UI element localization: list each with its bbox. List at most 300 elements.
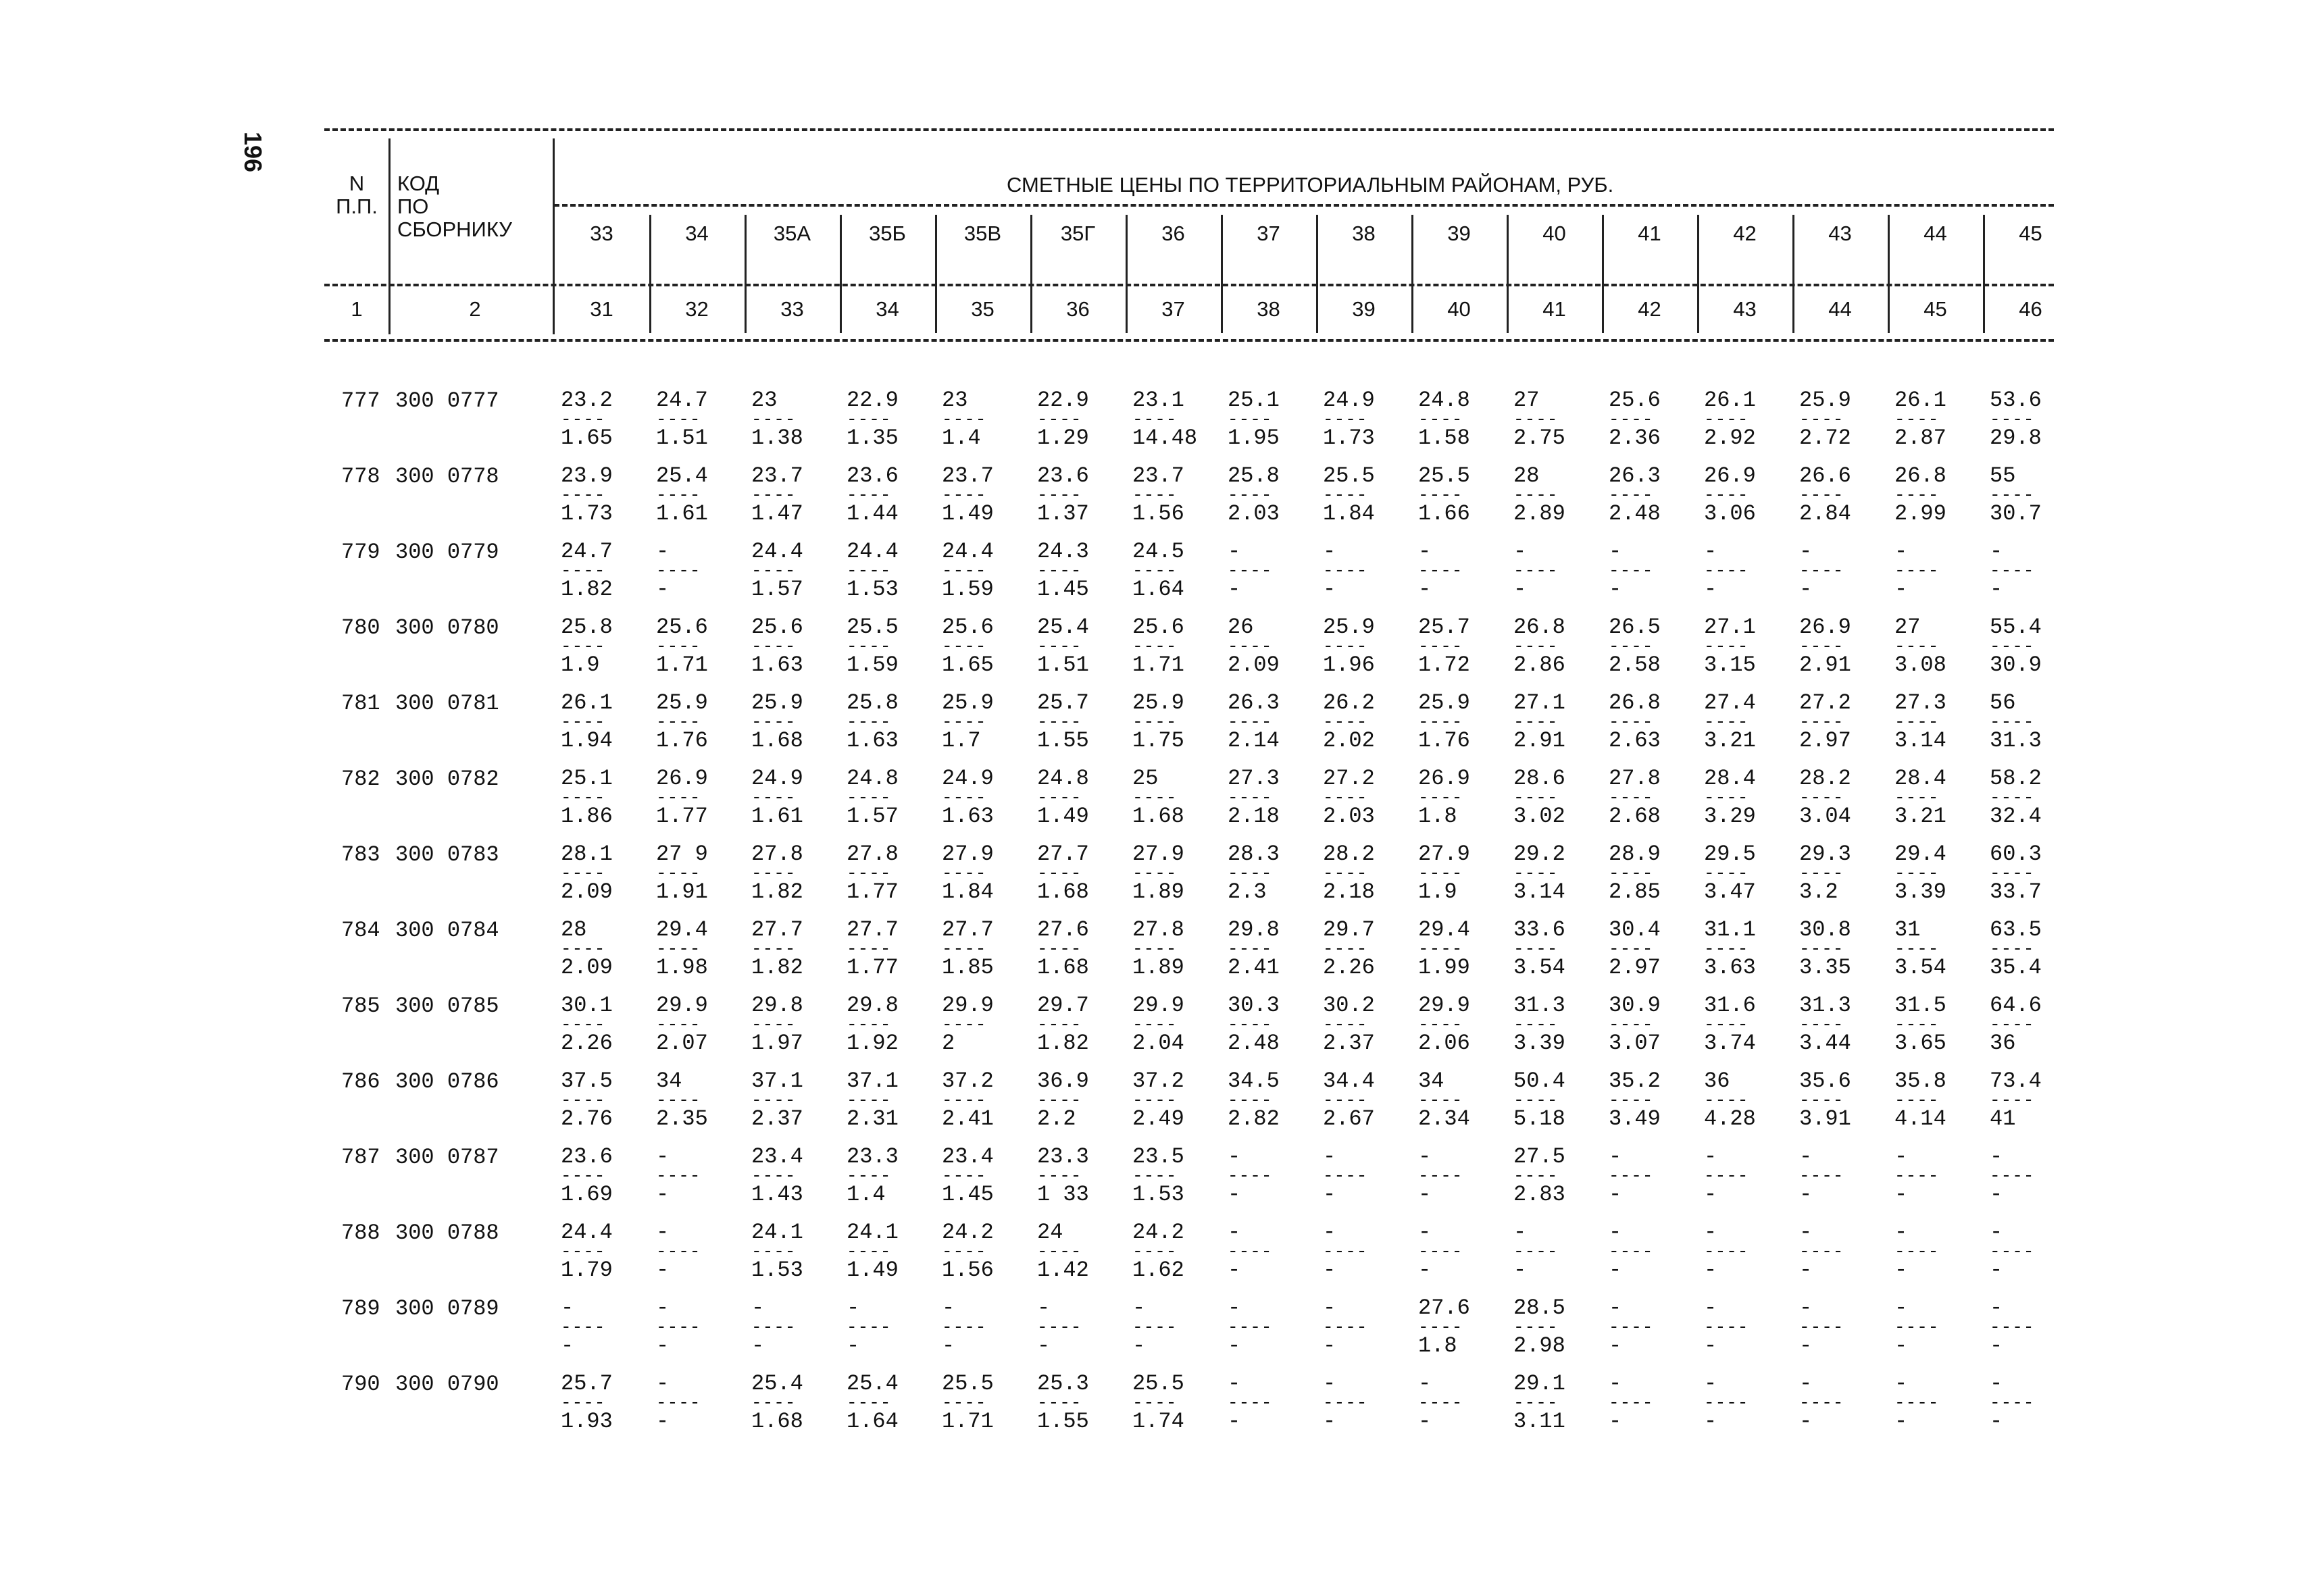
header-column-number-9: 38 (1257, 297, 1280, 321)
wage-price: 2.26 (561, 1031, 613, 1056)
wage-price: 14.48 (1132, 426, 1198, 451)
estimate-price: 24.9 (942, 766, 994, 791)
wage-price: 1.95 (1228, 426, 1280, 451)
estimate-price: 37.1 (751, 1069, 803, 1093)
estimate-price: 23.6 (561, 1144, 613, 1169)
estimate-price: 25.9 (1323, 615, 1375, 640)
price-cell (1990, 994, 2071, 1056)
price-cell (561, 1372, 642, 1434)
estimate-price: - (1609, 1371, 1622, 1396)
fraction-bar: ---- (1894, 1169, 1940, 1183)
fraction-bar: ---- (561, 867, 606, 880)
fraction-bar: ---- (751, 1396, 797, 1410)
estimate-price: 28.5 (1513, 1295, 1565, 1320)
header-region-12: 42 (1733, 222, 1757, 245)
fraction-bar: ---- (1704, 942, 1749, 956)
price-cell (751, 918, 832, 980)
estimate-price: 24.4 (942, 539, 994, 564)
fraction-bar: ---- (751, 1320, 797, 1334)
estimate-price: - (1990, 539, 2003, 564)
wage-price: 30.9 (1990, 652, 2042, 677)
price-cell (1799, 615, 1880, 677)
estimate-price: 63.5 (1990, 917, 2042, 942)
wage-price: 2.26 (1323, 955, 1375, 980)
wage-price: 1.9 (561, 652, 600, 677)
price-cell (1513, 615, 1594, 677)
wage-price: 1.75 (1132, 728, 1184, 753)
fraction-bar: ---- (1037, 413, 1082, 426)
price-cell (1228, 1069, 1309, 1131)
estimate-price: 26.9 (1799, 615, 1851, 640)
estimate-price: 27.9 (1132, 842, 1184, 867)
estimate-price: 27.7 (1037, 842, 1089, 867)
fraction-bar: ---- (1323, 942, 1368, 956)
header-num-label: N П.П. (336, 172, 378, 218)
estimate-price: 25.6 (656, 615, 708, 640)
fraction-bar: ---- (1132, 564, 1178, 577)
price-cell (1228, 1372, 1309, 1434)
wage-price: 1.68 (1037, 879, 1089, 904)
wage-price: - (1799, 1182, 1813, 1207)
fraction-bar: ---- (1609, 942, 1654, 956)
fraction-bar: ---- (1418, 942, 1463, 956)
estimate-price: 25.9 (1132, 690, 1184, 715)
fraction-bar: ---- (1799, 1093, 1844, 1107)
fraction-bar: ---- (942, 1245, 987, 1258)
estimate-price: 25.9 (751, 690, 803, 715)
wage-price: 1.4 (942, 426, 981, 451)
wage-price: - (656, 1409, 670, 1434)
wage-price: - (1704, 577, 1717, 602)
estimate-price: 27.7 (847, 917, 899, 942)
fraction-bar: ---- (1609, 1320, 1654, 1334)
estimate-price: 28.4 (1704, 766, 1756, 791)
wage-price: 2.85 (1609, 879, 1661, 904)
wage-price: 2.98 (1513, 1333, 1565, 1358)
fraction-bar: ---- (1894, 640, 1940, 653)
table-row (324, 842, 2081, 918)
estimate-price: 24.1 (751, 1220, 803, 1245)
price-cell (1894, 615, 1976, 677)
price-cell (1513, 1069, 1594, 1131)
wage-price: 2.76 (561, 1106, 613, 1131)
estimate-price: 24.2 (942, 1220, 994, 1245)
wage-price: 1.61 (751, 804, 803, 829)
fraction-bar: ---- (1990, 564, 2035, 577)
header-region-7: 37 (1257, 222, 1280, 245)
wage-price: 33.7 (1990, 879, 2042, 904)
fraction-bar: ---- (1132, 1093, 1178, 1107)
wage-price: 2.3 (1228, 879, 1267, 904)
estimate-price: 27.4 (1704, 690, 1756, 715)
table-row (324, 691, 2081, 767)
wage-price: - (1418, 1258, 1432, 1283)
estimate-price: 27.8 (1609, 766, 1661, 791)
price-cell (656, 540, 737, 602)
row-number: 785 (341, 994, 380, 1019)
estimate-price: 27.3 (1894, 690, 1946, 715)
wage-price: 3.21 (1704, 728, 1756, 753)
estimate-price: 28.3 (1228, 842, 1280, 867)
estimate-price: 26.9 (1418, 766, 1470, 791)
wage-price: - (1323, 1409, 1336, 1434)
fraction-bar: ---- (1609, 1093, 1654, 1107)
price-cell (942, 615, 1023, 677)
wage-price: 1.8 (1418, 804, 1457, 829)
price-cell (1609, 464, 1690, 526)
wage-price: - (1609, 1409, 1622, 1434)
wage-price: 2.89 (1513, 501, 1565, 526)
wage-price: 1.44 (847, 501, 899, 526)
estimate-price: 22.9 (1037, 388, 1089, 413)
estimate-price: 26.6 (1799, 463, 1851, 488)
fraction-bar: ---- (1513, 791, 1559, 804)
row-number: 780 (341, 615, 380, 640)
price-cell (1609, 1296, 1690, 1358)
price-cell (1894, 1372, 1976, 1434)
estimate-price: 25.7 (1037, 690, 1089, 715)
price-cell (656, 1145, 737, 1207)
header-column-number-14: 43 (1733, 297, 1757, 321)
fraction-bar: ---- (1132, 715, 1178, 729)
wage-price: 1.99 (1418, 955, 1470, 980)
estimate-price: - (561, 1295, 574, 1320)
price-cell (1799, 388, 1880, 451)
price-cell (751, 464, 832, 526)
estimate-price: 24.7 (561, 539, 613, 564)
fraction-bar: ---- (1704, 1169, 1749, 1183)
fraction-bar: ---- (751, 791, 797, 804)
fraction-bar: ---- (847, 1018, 892, 1031)
fraction-bar: ---- (1704, 413, 1749, 426)
estimate-price: 23.9 (561, 463, 613, 488)
estimate-price: - (1418, 1220, 1432, 1245)
table-row (324, 540, 2081, 615)
wage-price: 1.94 (561, 728, 613, 753)
fraction-bar: ---- (656, 1396, 701, 1410)
price-cell (1799, 767, 1880, 829)
price-cell (1609, 767, 1690, 829)
wage-price: 1.77 (656, 804, 708, 829)
wage-price: 3.63 (1704, 955, 1756, 980)
estimate-price: 27.8 (1132, 917, 1184, 942)
price-cell (1323, 1220, 1404, 1283)
fraction-bar: ---- (1323, 1320, 1368, 1334)
fraction-bar: ---- (847, 413, 892, 426)
estimate-price: 26.9 (1704, 463, 1756, 488)
estimate-price: - (847, 1295, 860, 1320)
estimate-price: 31.3 (1799, 993, 1851, 1018)
row-code: 300 0779 (395, 540, 499, 565)
header-region-4: 35В (963, 222, 1002, 245)
estimate-price: 24.5 (1132, 539, 1184, 564)
estimate-price: 23.3 (1037, 1144, 1089, 1169)
wage-price: 1.68 (1037, 955, 1089, 980)
estimate-price: 25.5 (942, 1371, 994, 1396)
price-cell (1228, 994, 1309, 1056)
estimate-price: 28.2 (1323, 842, 1375, 867)
estimate-price: 29.9 (1132, 993, 1184, 1018)
estimate-price: 24.1 (847, 1220, 899, 1245)
price-cell (1513, 918, 1594, 980)
estimate-price: 25.8 (1228, 463, 1280, 488)
price-cell (1323, 918, 1404, 980)
fraction-bar: ---- (847, 715, 892, 729)
estimate-price: - (1228, 539, 1241, 564)
fraction-bar: ---- (656, 1018, 701, 1031)
price-cell (1990, 1069, 2071, 1131)
price-cell (847, 615, 928, 677)
fraction-bar: ---- (1513, 1245, 1559, 1258)
row-code: 300 0777 (395, 388, 499, 413)
fraction-bar: ---- (656, 942, 701, 956)
estimate-price: 27.9 (1418, 842, 1470, 867)
fraction-bar: ---- (1799, 1396, 1844, 1410)
fraction-bar: ---- (1513, 564, 1559, 577)
header-region-13: 43 (1828, 222, 1852, 245)
fraction-bar: ---- (1894, 1018, 1940, 1031)
fraction-bar: ---- (942, 791, 987, 804)
price-cell (561, 1220, 642, 1283)
price-cell (1513, 540, 1594, 602)
header-code-label: КОД ПО СБОРНИКУ (397, 172, 512, 241)
wage-price: - (1418, 577, 1432, 602)
wage-price: - (1894, 1409, 1908, 1434)
row-number: 782 (341, 767, 380, 792)
fraction-bar: ---- (1704, 640, 1749, 653)
wage-price: 1.79 (561, 1258, 613, 1283)
fraction-bar: ---- (1990, 1018, 2035, 1031)
fraction-bar: ---- (1037, 1169, 1082, 1183)
fraction-bar: ---- (751, 640, 797, 653)
wage-price: 2.36 (1609, 426, 1661, 451)
fraction-bar: ---- (656, 564, 701, 577)
wage-price: 1.42 (1037, 1258, 1089, 1283)
table-row (324, 1145, 2081, 1220)
price-cell (1228, 1296, 1309, 1358)
estimate-price: 60.3 (1990, 842, 2042, 867)
fraction-bar: ---- (1990, 1396, 2035, 1410)
estimate-price: 26.8 (1894, 463, 1946, 488)
estimate-price: - (1418, 539, 1432, 564)
price-cell (1132, 388, 1213, 451)
estimate-price: 24.8 (1418, 388, 1470, 413)
price-cell (1799, 842, 1880, 904)
price-cell (1037, 767, 1118, 829)
estimate-price: 24.2 (1132, 1220, 1184, 1245)
price-cell (1228, 842, 1309, 904)
estimate-price: 23.7 (1132, 463, 1184, 488)
estimate-price: - (1323, 539, 1336, 564)
price-cell (1418, 691, 1499, 753)
wage-price: 2.84 (1799, 501, 1851, 526)
price-cell (1513, 1372, 1594, 1434)
row-number: 790 (341, 1372, 380, 1397)
estimate-price: - (1513, 1220, 1527, 1245)
header-column-number-1: 2 (469, 297, 481, 321)
wage-price: 2.83 (1513, 1182, 1565, 1207)
header-column-number-15: 44 (1828, 297, 1852, 321)
estimate-price: 25.3 (1037, 1371, 1089, 1396)
price-cell (1894, 767, 1976, 829)
row-code: 300 0782 (395, 767, 499, 792)
wage-price: 1.68 (751, 1409, 803, 1434)
wage-price: 1.77 (847, 879, 899, 904)
fraction-bar: ---- (1609, 715, 1654, 729)
estimate-price: 25.7 (1418, 615, 1470, 640)
estimate-price: - (1037, 1295, 1051, 1320)
fraction-bar: ---- (1037, 867, 1082, 880)
fraction-bar: ---- (1037, 488, 1082, 502)
price-cell (1799, 1069, 1880, 1131)
wage-price: - (1609, 1258, 1622, 1283)
fraction-bar: ---- (656, 1169, 701, 1183)
fraction-bar: ---- (1228, 1245, 1273, 1258)
estimate-price: 29.1 (1513, 1371, 1565, 1396)
estimate-price: - (1894, 1144, 1908, 1169)
price-cell (1704, 1145, 1785, 1207)
wage-price: 1.53 (847, 577, 899, 602)
price-cell (1704, 994, 1785, 1056)
wage-price: - (1704, 1258, 1717, 1283)
price-cell (656, 1220, 737, 1283)
estimate-price: - (1323, 1144, 1336, 1169)
fraction-bar: ---- (1704, 715, 1749, 729)
fraction-bar: ---- (561, 413, 606, 426)
fraction-bar: ---- (942, 1018, 987, 1031)
fraction-bar: ---- (751, 942, 797, 956)
price-cell (656, 1372, 737, 1434)
estimate-price: - (656, 1220, 670, 1245)
fraction-bar: ---- (942, 867, 987, 880)
row-code: 300 0785 (395, 994, 499, 1019)
wage-price: 1.58 (1418, 426, 1470, 451)
price-cell (847, 1145, 928, 1207)
wage-price: 1.56 (1132, 501, 1184, 526)
estimate-price: 23 (751, 388, 778, 413)
fraction-bar: ---- (561, 942, 606, 956)
estimate-price: - (1609, 1144, 1622, 1169)
fraction-bar: ---- (1418, 1018, 1463, 1031)
price-cell (1513, 1296, 1594, 1358)
price-cell (656, 1069, 737, 1131)
estimate-price: - (942, 1295, 955, 1320)
fraction-bar: ---- (1323, 1018, 1368, 1031)
wage-price: - (1513, 577, 1527, 602)
price-cell (1132, 691, 1213, 753)
price-cell (1418, 1145, 1499, 1207)
wage-price: 3.08 (1894, 652, 1946, 677)
estimate-price: 25.1 (1228, 388, 1280, 413)
table-row (324, 388, 2081, 464)
fraction-bar: ---- (1418, 1396, 1463, 1410)
price-cell (1990, 540, 2071, 602)
page-number: 196 (239, 132, 267, 173)
wage-price: 2.82 (1228, 1106, 1280, 1131)
header-region-15: 45 (2019, 222, 2042, 245)
wage-price: 2.18 (1323, 879, 1375, 904)
price-cell (1513, 464, 1594, 526)
fraction-bar: ---- (1228, 791, 1273, 804)
row-code: 300 0788 (395, 1220, 499, 1245)
fraction-bar: ---- (1418, 564, 1463, 577)
estimate-price: 29.4 (1894, 842, 1946, 867)
estimate-price: 33.6 (1513, 917, 1565, 942)
price-cell (1609, 691, 1690, 753)
header-column-number-2: 31 (590, 297, 613, 321)
price-cell (1132, 767, 1213, 829)
price-cell (561, 540, 642, 602)
estimate-price: - (1894, 1371, 1908, 1396)
estimate-price: 23 (942, 388, 968, 413)
row-number: 784 (341, 918, 380, 943)
price-cell (1609, 1220, 1690, 1283)
estimate-price: 30.1 (561, 993, 613, 1018)
wage-price: 1.68 (751, 728, 803, 753)
estimate-price: - (1132, 1295, 1146, 1320)
wage-price: 1.82 (1037, 1031, 1089, 1056)
wage-price: 3.39 (1894, 879, 1946, 904)
estimate-price: 23.6 (1037, 463, 1089, 488)
wage-price: 1.91 (656, 879, 708, 904)
fraction-bar: ---- (656, 791, 701, 804)
price-cell (1799, 994, 1880, 1056)
fraction-bar: ---- (1513, 715, 1559, 729)
price-cell (942, 1296, 1023, 1358)
fraction-bar: ---- (561, 1018, 606, 1031)
fraction-bar: ---- (1894, 867, 1940, 880)
header-region-14: 44 (1923, 222, 1947, 245)
wage-price: 3.54 (1894, 955, 1946, 980)
estimate-price: 24.3 (1037, 539, 1089, 564)
estimate-price: - (1990, 1295, 2003, 1320)
estimate-price: 24.9 (1323, 388, 1375, 413)
wage-price: 2.06 (1418, 1031, 1470, 1056)
wage-price: 32.4 (1990, 804, 2042, 829)
wage-price: 1.65 (942, 652, 994, 677)
wage-price: 1.7 (942, 728, 981, 753)
price-cell (1418, 994, 1499, 1056)
row-number: 781 (341, 691, 380, 716)
fraction-bar: ---- (561, 1396, 606, 1410)
wage-price: - (1894, 577, 1908, 602)
fraction-bar: ---- (942, 942, 987, 956)
wage-price: 1.64 (847, 1409, 899, 1434)
estimate-price: 64.6 (1990, 993, 2042, 1018)
table-row (324, 1372, 2081, 1447)
wage-price: 1.59 (847, 652, 899, 677)
estimate-price: - (751, 1295, 765, 1320)
estimate-price: 26.3 (1609, 463, 1661, 488)
estimate-price: 23.6 (847, 463, 899, 488)
fraction-bar: ---- (1037, 715, 1082, 729)
wage-price: 1.72 (1418, 652, 1470, 677)
fraction-bar: ---- (1799, 715, 1844, 729)
estimate-price: 31 (1894, 917, 1921, 942)
estimate-price: - (1990, 1220, 2003, 1245)
wage-price: - (1323, 577, 1336, 602)
fraction-bar: ---- (847, 1396, 892, 1410)
fraction-bar: ---- (1704, 564, 1749, 577)
wage-price: 2.35 (656, 1106, 708, 1131)
estimate-price: 25.6 (1609, 388, 1661, 413)
header-region-11: 41 (1638, 222, 1661, 245)
wage-price: 1.35 (847, 426, 899, 451)
table-row (324, 1069, 2081, 1145)
estimate-price: - (1323, 1295, 1336, 1320)
estimate-price: 26.1 (1704, 388, 1756, 413)
wage-price: 1.71 (1132, 652, 1184, 677)
